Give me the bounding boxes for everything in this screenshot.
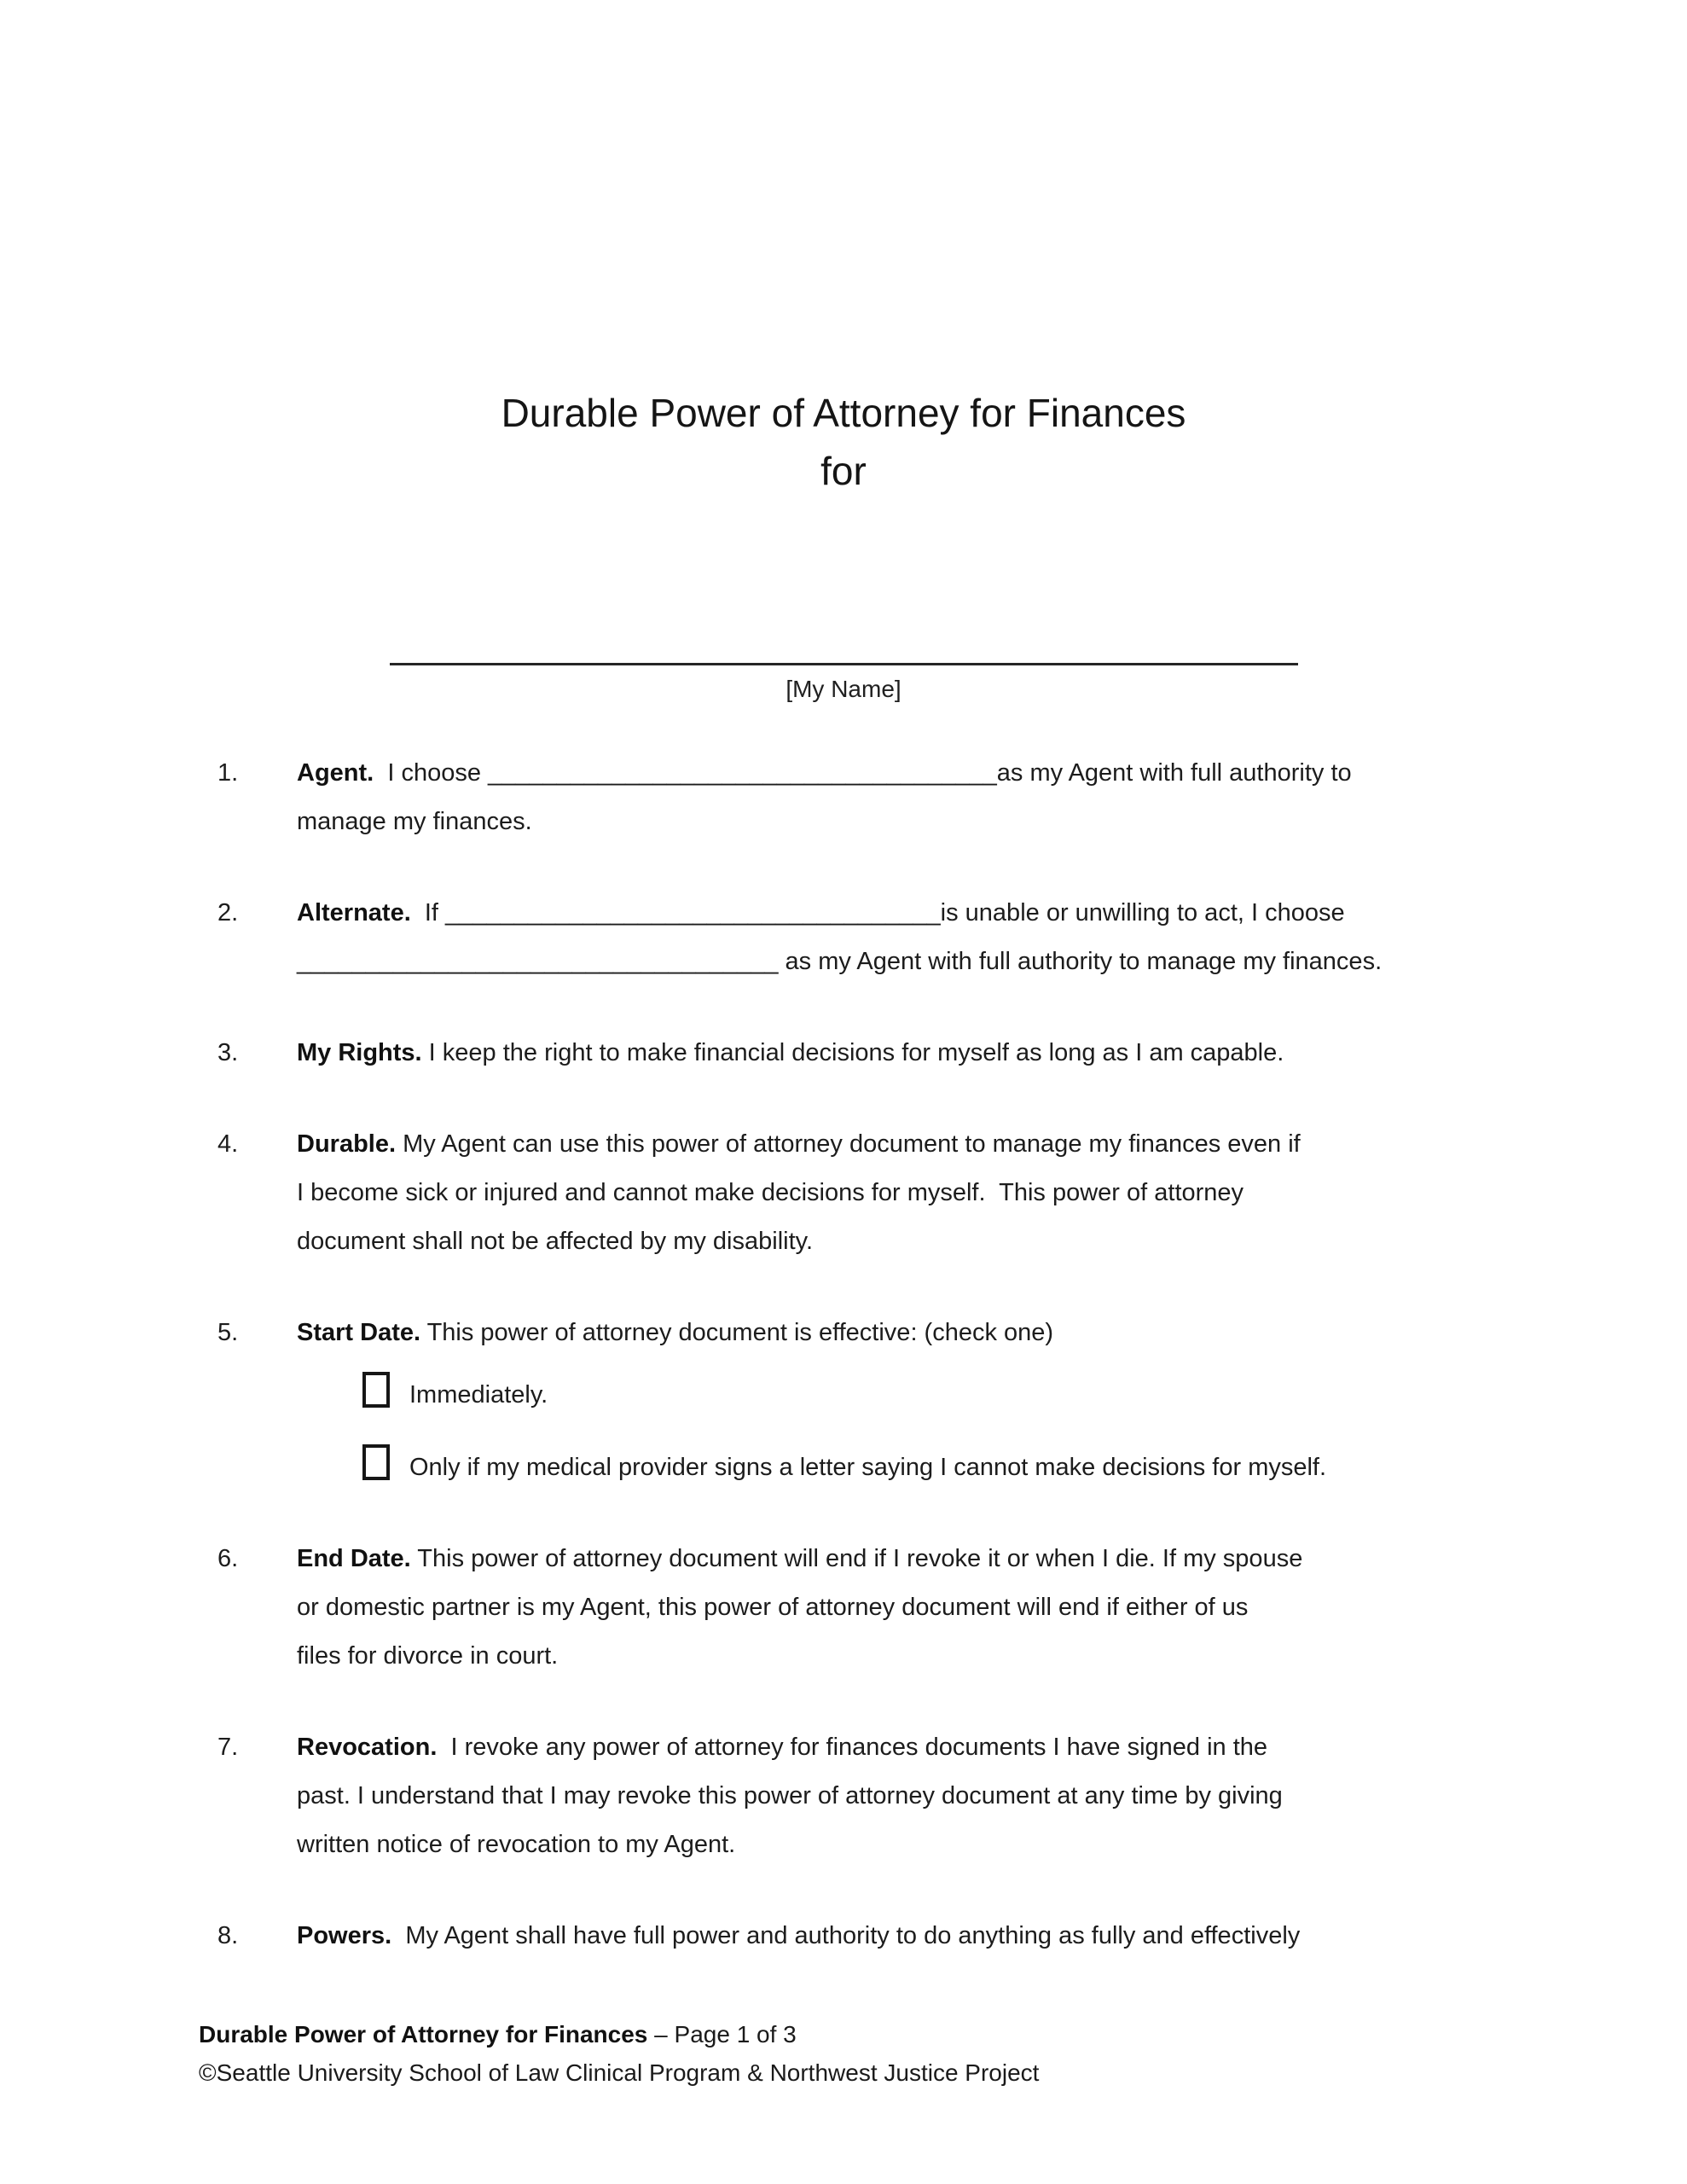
item-line: files for divorce in court. [297, 1642, 559, 1670]
item-text: This power of attorney document is effective: (check one) [420, 1319, 1054, 1346]
numbered-list [199, 749, 1488, 1960]
list-item-my-rights [199, 1029, 1488, 1077]
item-text: I keep the right to make financial decisions for myself as long as I am capable. [421, 1039, 1284, 1066]
item-text: I revoke any power of attorney for finances documents I have signed in the [437, 1734, 1268, 1761]
item-line [297, 1309, 1488, 1357]
list-item-agent [199, 749, 1488, 846]
item-number: 7. [217, 1734, 239, 1761]
document-title [199, 384, 1488, 500]
item-line: I become sick or injured and cannot make decisions for myself. This power of attorney [297, 1179, 1244, 1206]
option-label: Immediately. [409, 1381, 548, 1409]
item-line [297, 749, 1488, 798]
list-item-powers [199, 1912, 1488, 1960]
item-line: document shall not be affected by my disability. [297, 1228, 814, 1255]
item-number: 1. [217, 759, 239, 787]
item-number: 6. [217, 1545, 239, 1572]
checkbox-icon[interactable] [362, 1444, 390, 1480]
item-heading: Powers. [297, 1922, 392, 1949]
page-footer [199, 2015, 1488, 2092]
title-line-1: Durable Power of Attorney for Finances [501, 391, 1186, 435]
item-text: If ____________________________________is unable or unwilling to act, I choose [410, 899, 1345, 926]
item-line: manage my finances. [297, 808, 532, 835]
item-line [297, 1723, 1488, 1772]
item-line: written notice of revocation to my Agent. [297, 1831, 736, 1858]
item-heading: End Date. [297, 1545, 411, 1572]
item-heading: Durable. [297, 1130, 397, 1158]
item-number: 8. [217, 1922, 239, 1949]
footer-doc-title: Durable Power of Attorney for Finances [199, 2021, 648, 2048]
list-item-durable [199, 1120, 1488, 1266]
item-line: past. I understand that I may revoke this power of attorney document at any time by giving [297, 1782, 1283, 1809]
item-heading: Alternate. [297, 899, 411, 926]
item-line [297, 1912, 1488, 1960]
list-item-start-date [199, 1309, 1488, 1492]
item-heading: My Rights. [297, 1039, 422, 1066]
item-number: 5. [217, 1319, 239, 1346]
item-heading: Start Date. [297, 1319, 421, 1346]
checkbox-icon[interactable] [362, 1372, 390, 1408]
name-label: [My Name] [786, 676, 901, 702]
item-text: My Agent shall have full power and authority to do anything as fully and effectively [391, 1922, 1301, 1949]
item-heading: Revocation. [297, 1734, 438, 1761]
item-line [297, 1029, 1488, 1077]
list-item-alternate [199, 889, 1488, 986]
option-label: Only if my medical provider signs a letter saying I cannot make decisions for myself. [409, 1454, 1327, 1481]
item-text: My Agent can use this power of attorney document to manage my finances even if [396, 1130, 1301, 1158]
footer-page-number: – Page 1 of 3 [647, 2021, 797, 2048]
name-blank-line [390, 663, 1298, 665]
list-item-revocation [199, 1723, 1488, 1869]
footer-title-line [199, 2015, 1488, 2053]
item-number: 4. [217, 1130, 239, 1158]
footer-copyright: ©Seattle University School of Law Clinical Program & Northwest Justice Project [199, 2059, 1040, 2086]
title-line-2: for [820, 449, 867, 493]
checkbox-option-immediately [362, 1371, 1488, 1420]
item-text: This power of attorney document will end if I revoke it or when I die. If my spouse [410, 1545, 1303, 1572]
item-number: 2. [217, 899, 239, 926]
list-item-end-date [199, 1535, 1488, 1681]
item-number: 3. [217, 1039, 239, 1066]
item-line [297, 1535, 1488, 1583]
item-line [297, 889, 1488, 938]
item-heading: Agent. [297, 759, 374, 787]
checkbox-option-medical-provider [362, 1443, 1488, 1492]
item-line [297, 1120, 1488, 1169]
item-line: ___________________________________ as my Agent with full authority to manage my finances. [297, 948, 1383, 975]
item-text: I choose _____________________________________as my Agent with full authority to [374, 759, 1352, 787]
item-line: or domestic partner is my Agent, this power of attorney document will end if either of us [297, 1594, 1249, 1621]
